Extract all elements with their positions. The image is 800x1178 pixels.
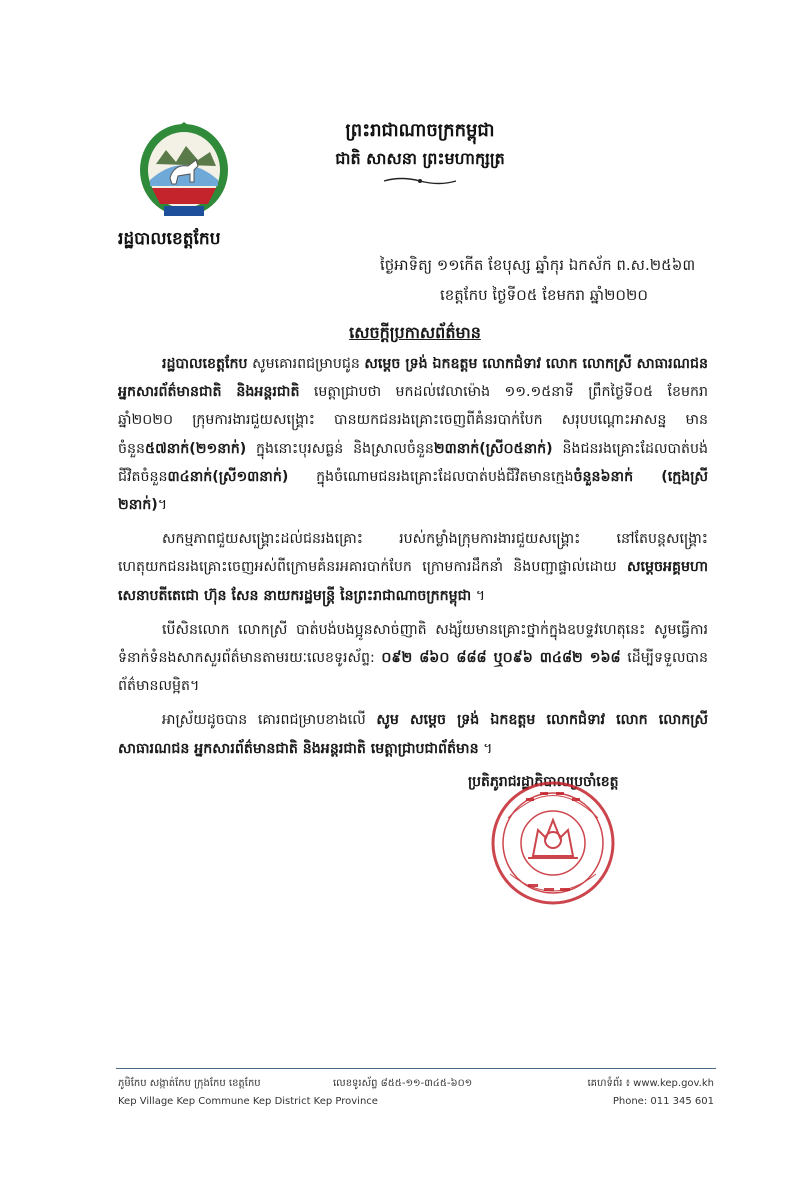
issuer-name: រដ្ឋបាលខេត្តកែប (118, 229, 221, 249)
closing-addressees: សូម សម្តេច ទ្រង់ ឯកឧត្តម លោកជំទាវ លោក លោកស្រី សាធារណជន អ្នកសារព័ត៌មានជាតិ និងអន្តរជាតិ មេត្តាជ្រាបជាព័ត៌មាន (118, 712, 708, 757)
paragraph-1 (118, 350, 708, 519)
official-seal-stamp (488, 778, 618, 908)
footer-phone-en: Phone: 011 345 601 (612, 1096, 714, 1107)
text-span: ដើម្បីទទួលបានព័ត៌មានលម្អិត។ (118, 650, 708, 695)
paragraph-2 (118, 525, 708, 610)
text-span: ក្នុងនោះបុរសធ្ងន់ និងស្រាលចំនួន (246, 440, 434, 457)
lunar-date: ថ្ងៃអាទិត្យ ១១កើត ខែបុស្ស ឆ្នាំកុរ ឯកស័ក ព.ស.២៥៦៣ (380, 256, 696, 274)
count-children: ចំនួន៦នាក់ (ក្មេងស្រី ២នាក់) (118, 468, 708, 514)
kingdom-heading: ព្រះរាជាណាចក្រកម្ពុជា (345, 120, 495, 141)
text-span: សកម្មភាពជួយសង្គ្រោះដល់ជនរងគ្រោះ របស់កម្លាំងក្រុមការងារជួយសង្គ្រោះ នៅតែបន្តសង្គ្រោះ ហេតុយកជនរងគ្រោះចេញអស់ពីក្រោមគំនរអគារបាក់បែក ក្រោមការដឹកនាំ និងបញ្ជាផ្ទាល់ដោយ (118, 531, 708, 576)
signatory-title: ប្រតិភូរាជរដ្ឋាភិបាលប្រចាំខេត្ត (468, 774, 619, 790)
count-injured: ២៣នាក់(ស្រី០៥នាក់) (433, 440, 553, 457)
text-span: សូមគោរពជម្រាបជូន (247, 356, 365, 372)
footer-divider (116, 1068, 716, 1069)
count-total: ៥៧នាក់(២១នាក់) (145, 440, 247, 457)
text-span: ។ (157, 497, 168, 514)
paragraph-4 (118, 706, 708, 762)
footer-website: គេហទំព័រ ៖ www.kep.gov.kh (587, 1078, 714, 1089)
solar-date: ខេត្តកែប ថ្ងៃទី០៥ ខែមករា ឆ្នាំ២០២០ (440, 286, 649, 304)
ornament-divider (382, 176, 458, 186)
text-span: ក្នុងចំណោមជនរងគ្រោះដែលបាត់បង់ជីវិតមានក្មេង (288, 468, 574, 485)
count-dead: ៣៤នាក់(ស្រី១៣នាក់) (167, 468, 289, 485)
text-span: អាស្រ័យដូចបាន គោរពជម្រាបខាងលើ (162, 712, 377, 729)
document-body (118, 350, 708, 769)
text-span: ។ (471, 587, 486, 604)
national-motto: ជាតិ សាសនា ព្រះមហាក្សត្រ (335, 149, 505, 168)
footer-address-en: Kep Village Kep Commune Kep District Kep Province (118, 1096, 378, 1107)
footer-address-km: ភូមិកែប សង្កាត់កែប ក្រុងកែប ខេត្តកែប (118, 1078, 261, 1089)
paragraph-3 (118, 616, 708, 701)
text-span: ។ (478, 740, 493, 757)
text-span: មេត្តាជ្រាបថា មកដល់វេលាម៉ោង ១១.១៥នាទី ព្រឹកថ្ងៃទី០៥ ខែមករា ឆ្នាំ២០២០ ក្រុមការងារជួយសង្គ្រោះ បានយកជនរងគ្រោះចេញពីគំនរបាក់បែក សរុបបណ្តោះអាសន្ន មានចំនួន (118, 384, 708, 457)
kep-province-logo (136, 120, 232, 222)
text-span: បើសិនលោក លោកស្រី បាត់បង់បងប្អូនសាច់ញាតិ សង្ស័យមានគ្រោះថ្នាក់ក្នុងឧបទ្ទវហេតុនេះ សូមធ្វើការទំនាក់ទំនងសាកសួរព័ត៌មានតាមរយៈលេខទូរស័ព្ទ: (118, 621, 708, 667)
document-title: សេចក្តីប្រកាសព័ត៌មាន (349, 323, 481, 342)
issuer-inline: រដ្ឋបាលខេត្តកែប (162, 356, 248, 372)
footer-phone-km: លេខទូរស័ព្ទ ៨៥៥-១១-៣៤៥-៦០១ (333, 1078, 473, 1089)
addressees: សម្តេច ទ្រង់ ឯកឧត្តម លោកជំទាវ លោក លោកស្រី សាធារណជន អ្នកសារព័ត៌មានជាតិ និងអន្តរជាតិ (118, 356, 709, 401)
text-span: និងជនរងគ្រោះដែលបាត់បង់ជីវិតចំនួន (118, 440, 708, 485)
contact-phones: ០៩២ ៨៦០ ៨៨៨ ឬ០៩៦ ៣៤៨២ ១៦៨ (381, 650, 621, 667)
leader-name: សម្តេចអគ្គមហាសេនាបតីតេជោ ហ៊ុន សែន នាយករដ្ឋមន្ត្រី នៃព្រះរាជាណាចក្រកម្ពុជា (118, 559, 708, 604)
